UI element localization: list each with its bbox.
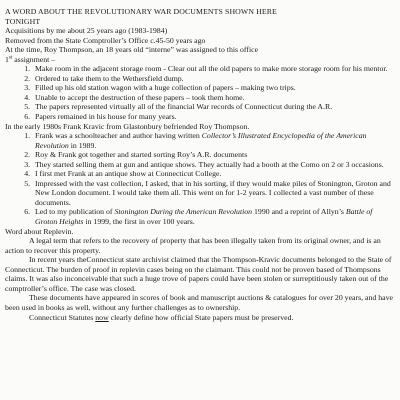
book-title-groton-heights: Battle of Groton Heights <box>35 207 373 227</box>
assignment-suffix: st <box>8 55 13 61</box>
assignment-item: 6. Papers remained in his house for many years. <box>32 112 394 122</box>
statutes-text: Connecticut Statutes <box>29 312 96 322</box>
kravic-item: 5. Impressed with the vast collection, I asked, that in his sorting, if they would make piles of Stonington, Groton and New London document. I would take them all. This went on for 1-2 years. I collected a vast number of these documents. <box>32 179 394 208</box>
assignment-item: 1. Make room in the adjacent storage room - Clear out all the old papers to make more storage room for his mentor. <box>32 64 394 74</box>
kravic-intro: In the early 1980s Frank Kravic from Glastonbury befriended Roy Thompson. <box>5 121 250 131</box>
assignment-item: 2. Ordered to take them to the Wethersfield dump. <box>32 74 394 84</box>
assignment-list <box>5 64 394 121</box>
document-title-line-2: TONIGHT <box>5 16 41 26</box>
kravic-item-text: in 1999, the first in over 100 years. <box>83 217 195 227</box>
statutes-text: clearly define how official State papers must be preserved. <box>108 312 294 322</box>
assignment-ordinal: 1 <box>5 54 9 64</box>
assignment-item: 4. Unable to accept the destruction of these papers – took them home. <box>32 93 394 103</box>
intro-line-at-the-time: At the time, Roy Thompson, an 18 years old “interne” was assigned to this office <box>5 45 259 55</box>
kravic-item: 3. They started selling them at gun and antique shows. They actually had a booth at the Como on 2 or 3 occasions. <box>32 160 394 170</box>
intro-line-removed: Removed from the State Comptroller’s Office c.45-50 years ago <box>5 35 206 45</box>
kravic-item <box>32 131 394 150</box>
assignment-heading <box>5 55 394 65</box>
statutes-emphasis: now <box>95 312 109 322</box>
assignment-item: 5. The papers represented virtually all of the financial War records of Connecticut during the A.R. <box>32 102 394 112</box>
kravic-item: 4. I first met Frank at an antique show at Connecticut College. <box>32 169 394 179</box>
paragraph-statutes <box>5 313 394 323</box>
paragraph-archivist-claim: In recent years theConnecticut state archivist claimed that the Thompson-Kravic documents belonged to the State of Connecticut. The burden of proof in replevin cases being on the claimant. This could not be proven based of Thompsons claims. It was also inconceivable that such a huge trove of papers could have been stolen or surreptitiously taken out of the comptroller’s office. The case was closed. <box>5 255 392 293</box>
paragraph-auctions: These documents have appeared in scores of book and manuscript auctions & catalogues for over 20 years, and have been used in books as well, without any further challenges as to ownership. <box>5 293 393 312</box>
kravic-list <box>5 131 394 226</box>
book-title-stonington: Stonington During the American Revolution <box>114 207 253 217</box>
kravic-item: 2. Roy & Frank got together and started sorting Roy’s A.R. documents <box>32 150 394 160</box>
kravic-item-text: in 1989. <box>68 140 97 150</box>
kravic-item-text: Frank was a schoolteacher and author having written <box>35 131 202 141</box>
assignment-item: 3. Filled up his old station wagon with a huge collection of papers – making two trips. <box>32 83 394 93</box>
replevin-heading: Word about Replevin. <box>5 226 74 236</box>
book-title-encyclopedia: Collector’s Illustrated Encyclopedia of the American Revolution <box>35 131 367 150</box>
kravic-item-text: Led to my publication of <box>35 207 115 217</box>
assignment-rest: assignment – <box>12 54 56 64</box>
kravic-item <box>32 207 394 226</box>
document-title-line-1: A WORD ABOUT THE REVOLUTIONARY WAR DOCUMENTS SHOWN HERE <box>5 7 277 16</box>
intro-line-acquisitions: Acquisitions by me about 25 years ago (1983-1984) <box>5 26 168 36</box>
kravic-item-text: 1990 and a reprint of Allyn’s <box>252 207 346 217</box>
paragraph-legal-term: A legal term that refers to the recovery of property that has been illegally taken from its original owner, and is an action to recover this property. <box>5 236 381 255</box>
